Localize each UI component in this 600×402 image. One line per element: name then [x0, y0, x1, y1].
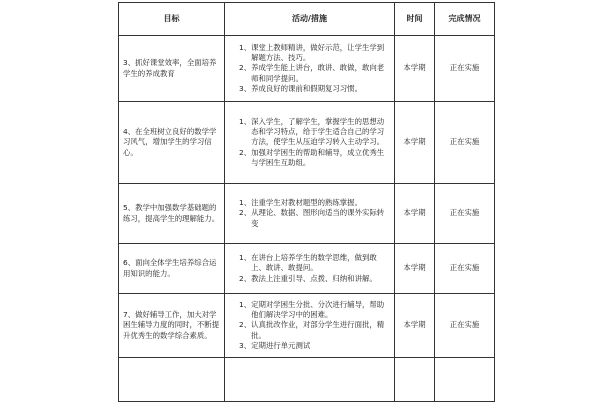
activity-item: 3、 定期进行单元测试: [239, 341, 311, 351]
activity-item: 2、 养成学生能上讲台，敢讲、敢做，敢向老师和同学提问。: [239, 63, 385, 83]
table-row: [119, 36, 495, 102]
table-row: [119, 358, 495, 402]
goal-cell: 3、抓好课堂效率，全面培养学生的养成教育: [119, 36, 225, 102]
time-cell: 本学期: [395, 294, 435, 358]
status-cell: 正在实施: [435, 184, 495, 244]
activity-item: 3、 养成良好的课前和假期复习习惯。: [239, 84, 362, 94]
plan-table: [118, 2, 495, 402]
activity-item: 1、 定期对学困生分批、分次进行辅导，帮助他们解决学习中的困难。: [239, 299, 385, 319]
table-row: [119, 244, 495, 294]
activity-item: 2、 认真批改作业，对部分学生进行面批，精批。: [239, 320, 385, 340]
goal-cell: 7、做好辅导工作，加大对学困生辅导力度的同时，不断提升优秀生的数学综合素质。: [119, 294, 225, 358]
time-cell: 本学期: [395, 36, 435, 102]
header-time: 时间: [395, 3, 435, 36]
activity-cell: [225, 36, 395, 102]
activity-cell: [225, 294, 395, 358]
status-cell: 正在实施: [435, 36, 495, 102]
time-cell: 本学期: [395, 244, 435, 294]
activity-item: 1、 课堂上教师精讲，做好示范，让学生学到解题方法、技巧。: [239, 42, 385, 62]
activity-cell: [225, 102, 395, 184]
activity-item: 2、 教法上注重引导、点拨、归纳和讲解。: [239, 273, 377, 283]
table-row: [119, 102, 495, 184]
table-header-row: [119, 3, 495, 36]
goal-cell: [119, 358, 225, 402]
time-cell: 本学期: [395, 102, 435, 184]
activity-item: 2、 从理论、数据、图形向适当的课外实际转变: [239, 208, 385, 228]
goal-cell: 4、在全班树立良好的数学学习风气，增加学生的学习信心。: [119, 102, 225, 184]
status-cell: 正在实施: [435, 294, 495, 358]
goal-cell: 6、面向全体学生培养综合运用知识的能力。: [119, 244, 225, 294]
time-cell: [395, 358, 435, 402]
activity-item: 1、 在讲台上培养学生的数学思维，做到敢上、敢讲、敢提问。: [239, 252, 377, 273]
activity-cell: [225, 358, 395, 402]
activity-item: 1、 注重学生对教材题型的熟练掌握。: [239, 197, 362, 207]
status-cell: 正在实施: [435, 244, 495, 294]
header-goal: 目标: [119, 3, 225, 36]
goal-cell: 5、教学中加强数学基础题的练习，提高学生的理解能力。: [119, 184, 225, 244]
activity-cell: [225, 244, 395, 294]
activity-item: 2、 加强对学困生的帮助和辅导，成立优秀生与学困生互助组。: [239, 147, 385, 168]
status-cell: [435, 358, 495, 402]
header-status: 完成情况: [435, 3, 495, 36]
time-cell: 本学期: [395, 184, 435, 244]
activity-cell: [225, 184, 395, 244]
table-row: [119, 294, 495, 358]
status-cell: 正在实施: [435, 102, 495, 184]
table-row: [119, 184, 495, 244]
activity-item: 1、 深入学生，了解学生，掌握学生的思想动态和学习特点，给于学生适合自己的学习方法，使学生从压迫学习转入主动学习。: [239, 116, 385, 147]
header-activity: 活动/措施: [225, 3, 395, 36]
